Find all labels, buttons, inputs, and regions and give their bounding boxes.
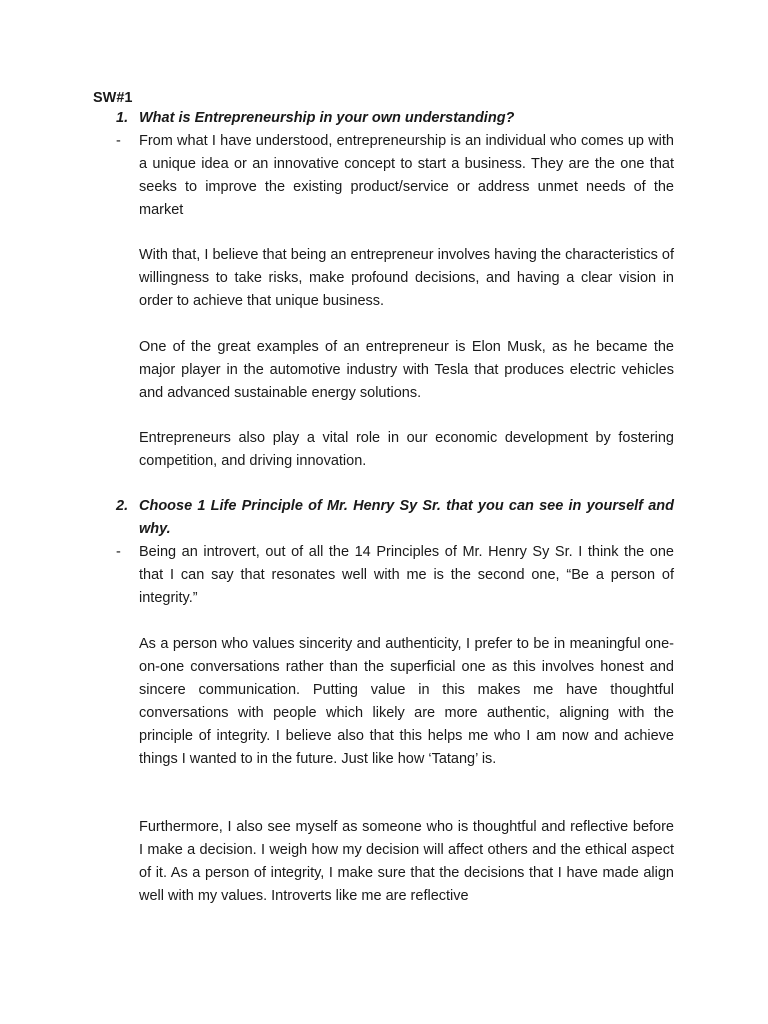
document-title: SW#1 [93,90,133,106]
question-number: 1. [116,110,129,126]
answer-paragraph: As a person who values sincerity and authenticity, I prefer to be in meaningful one-on-one conversations rather than the superficial one as this involves honest and sincere communication. Putting value in this makes me have thoughtful conversations with people which likely are more authentic, aligning with the principle of integrity. I believe also that this helps me who I am now and achieve things I wanted to in the future. Just like how ‘Tatang’ is. [139,636,674,767]
answer-paragraph: From what I have understood, entrepreneurship is an individual who comes up with a unique idea or an innovative concept to start a business. They are the one that seeks to improve the existing product/service or address unmet needs of the market [139,133,674,218]
answer-paragraph: One of the great examples of an entrepreneur is Elon Musk, as he became the major player in the automotive industry with Tesla that produces electric vehicles and advanced sustainable energy solutions. [139,339,674,401]
answer-paragraph: Furthermore, I also see myself as someone who is thoughtful and reflective before I make a decision. I weigh how my decision will affect others and the ethical aspect of it. As a person of integrity, I make sure that the decisions that I have made align well with my values. Introverts like me are reflective [139,819,674,904]
question-text: What is Entrepreneurship in your own understanding? [139,110,515,126]
answer-paragraph: Being an introvert, out of all the 14 Principles of Mr. Henry Sy Sr. I think the one that I can say that resonates well with me is the second one, “Be a person of integrity.” [139,544,674,606]
answer-paragraph: With that, I believe that being an entrepreneur involves having the characteristics of willingness to take risks, make profound decisions, and having a clear vision in order to achieve that unique business. [139,247,674,309]
answer-bullet: - [116,133,121,149]
answer-paragraph: Entrepreneurs also play a vital role in our economic development by fostering competition, and driving innovation. [139,430,674,469]
answer-bullet: - [116,544,121,560]
question-text: Choose 1 Life Principle of Mr. Henry Sy Sr. that you can see in yourself and why. [139,498,674,537]
question-number: 2. [116,498,129,514]
